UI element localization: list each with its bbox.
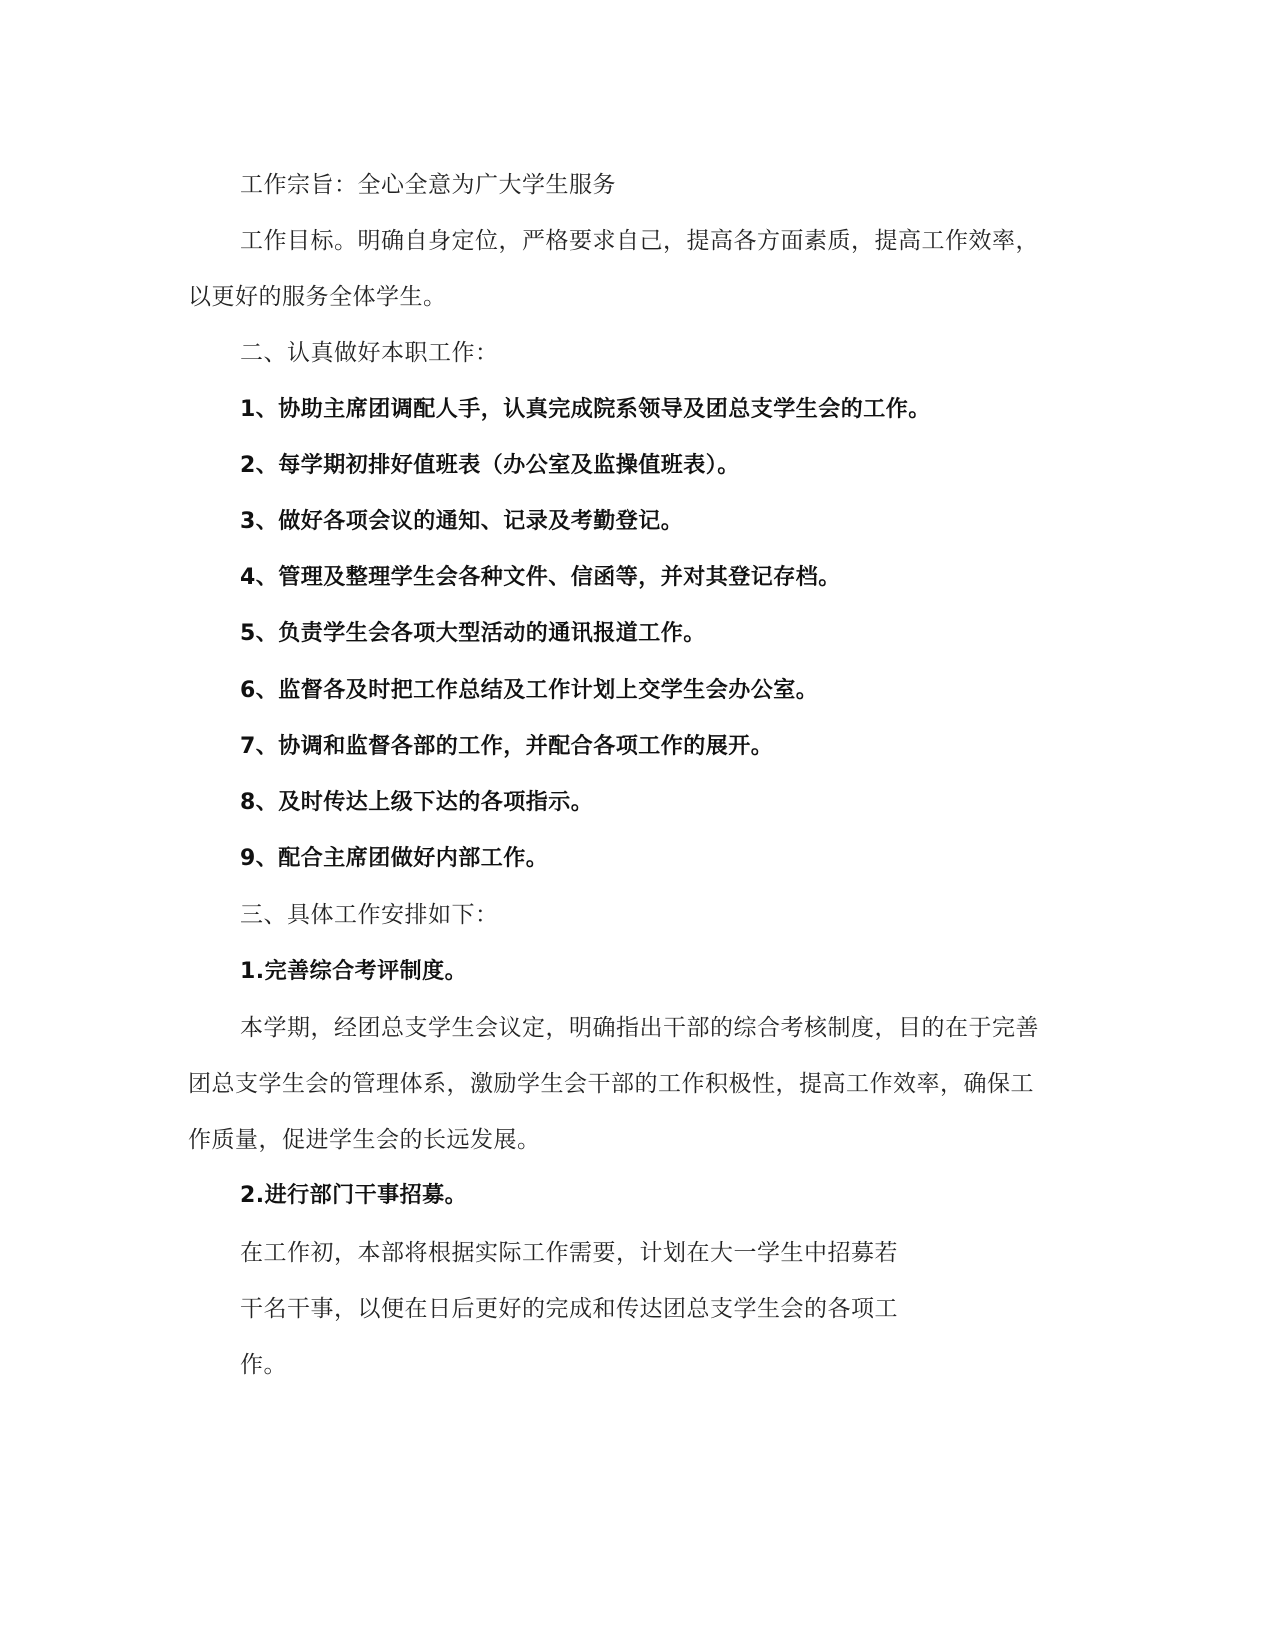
duty-item-1: 1、协助主席团调配人手，认真完成院系领导及团总支学生会的工作。: [240, 397, 931, 422]
section-3-heading: 三、具体工作安排如下：: [240, 902, 499, 928]
item-2-line-3: 作。: [240, 1352, 287, 1378]
work-purpose: 工作宗旨：全心全意为广大学生服务: [240, 172, 616, 198]
section-2-heading: 二、认真做好本职工作：: [240, 340, 499, 366]
duty-item-4: 4、管理及整理学生会各种文件、信函等，并对其登记存档。: [240, 565, 841, 590]
item-1-line-3: 作质量，促进学生会的长远发展。: [188, 1127, 541, 1153]
duty-item-9: 9、配合主席团做好内部工作。: [240, 846, 549, 871]
duty-item-6: 6、监督各及时把工作总结及工作计划上交学生会办公室。: [240, 678, 819, 703]
duty-item-5: 5、负责学生会各项大型活动的通讯报道工作。: [240, 621, 706, 646]
duty-item-8: 8、及时传达上级下达的各项指示。: [240, 790, 594, 815]
item-1-heading: 1.完善综合考评制度。: [240, 959, 468, 984]
item-2-line-1: 在工作初，本部将根据实际工作需要，计划在大一学生中招募若: [240, 1240, 898, 1266]
item-2-heading: 2.进行部门干事招募。: [240, 1183, 468, 1208]
item-2-line-2: 干名干事，以便在日后更好的完成和传达团总支学生会的各项工: [240, 1296, 898, 1322]
item-1-line-1: 本学期，经团总支学生会议定，明确指出干部的综合考核制度，目的在于完善: [240, 1015, 1039, 1041]
item-1-line-2: 团总支学生会的管理体系，激励学生会干部的工作积极性，提高工作效率，确保工: [188, 1071, 1034, 1097]
duty-item-2: 2、每学期初排好值班表（办公室及监操值班表）。: [240, 453, 740, 478]
work-goal-line-2: 以更好的服务全体学生。: [188, 284, 447, 310]
work-goal-line-1: 工作目标。明确自身定位，严格要求自己，提高各方面素质，提高工作效率，: [240, 228, 1039, 254]
duty-item-7: 7、协调和监督各部的工作，并配合各项工作的展开。: [240, 734, 774, 759]
duty-item-3: 3、做好各项会议的通知、记录及考勤登记。: [240, 509, 684, 534]
